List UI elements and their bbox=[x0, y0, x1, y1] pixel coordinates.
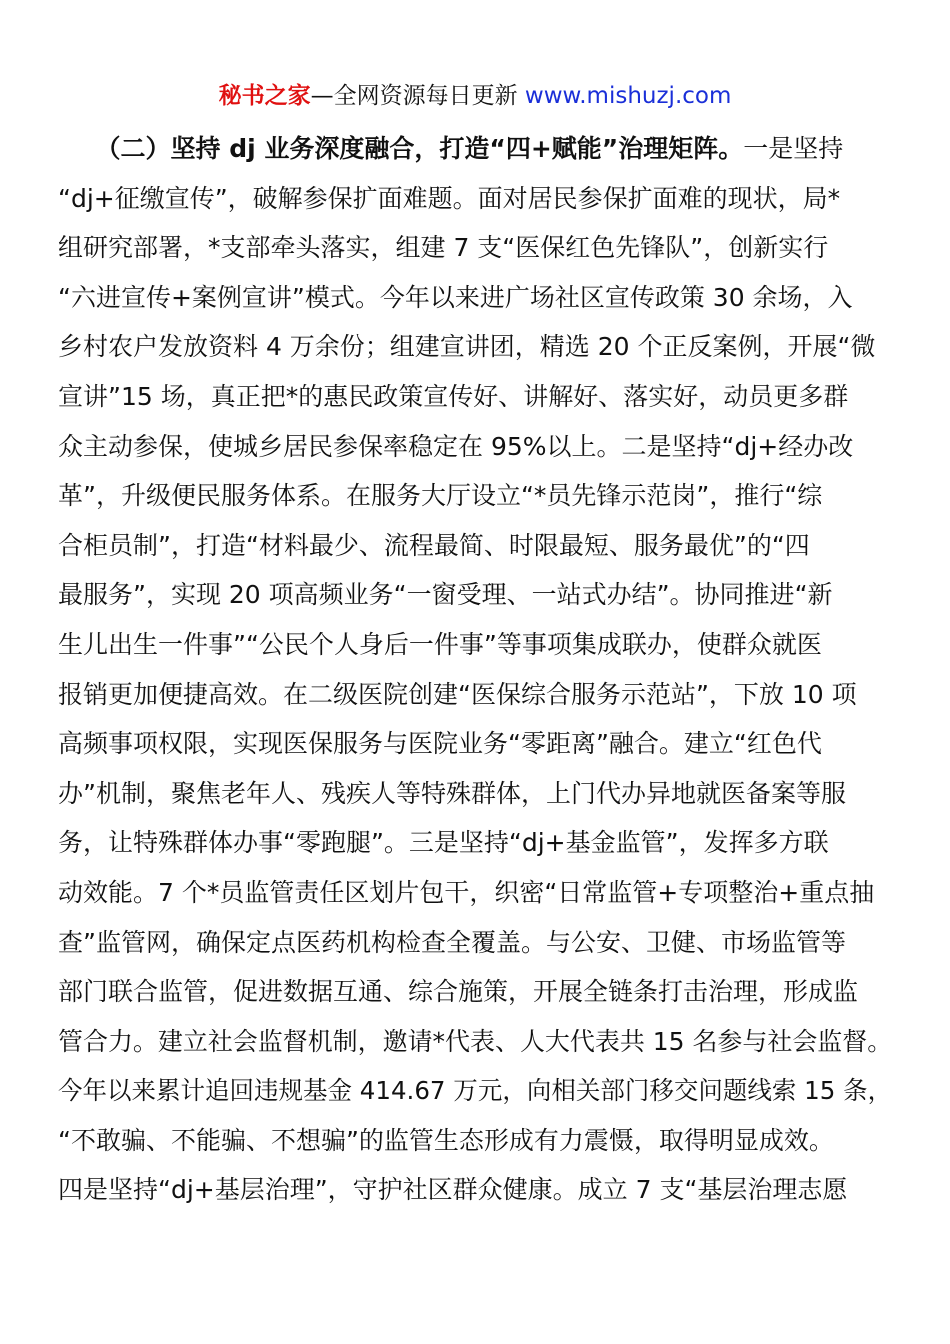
site-header bbox=[0, 80, 950, 112]
text-line: 组研究部署，*支部牵头落实，组建 7 支“医保红色先锋队”，创新实行 bbox=[58, 233, 829, 263]
text-line: 动效能。7 个*员监管责任区划片包干，织密“日常监管+专项整治+重点抽 bbox=[58, 877, 875, 907]
site-url-link[interactable]: www.mishuzj.com bbox=[524, 83, 732, 109]
text-line: 乡村农户发放资料 4 万余份；组建宣讲团，精选 20 个正反案例，开展“微 bbox=[58, 332, 876, 362]
text-line: 务，让特殊群体办事“零跑腿”。三是坚持“dj+基金监管”，发挥多方联 bbox=[58, 828, 829, 858]
text-fragment: 一是坚持 bbox=[743, 134, 844, 163]
text-line: 革”，升级便民服务体系。在服务大厅设立“*员先锋示范岗”，推行“综 bbox=[58, 481, 823, 511]
text-line: “六进宣传+案例宣讲”模式。今年以来进广场社区宣传政策 30 余场，入 bbox=[58, 282, 853, 312]
text-line: 宣讲”15 场，真正把*的惠民政策宣传好、讲解好、落实好，动员更多群 bbox=[58, 381, 849, 411]
text-line: 管合力。建立社会监督机制，邀请*代表、人大代表共 15 名参与社会监督。 bbox=[58, 1026, 893, 1056]
text-line: 生儿出生一件事”“公民个人身后一件事”等事项集成联办，使群众就医 bbox=[58, 629, 822, 659]
text-line: “不敢骗、不能骗、不想骗”的监管生态形成有力震慑，取得明显成效。 bbox=[58, 1125, 834, 1155]
text-line: 查”监管网，确保定点医药机构检查全覆盖。与公安、卫健、市场监管等 bbox=[58, 927, 846, 957]
document-body bbox=[58, 124, 892, 1215]
text-line: “dj+征缴宣传”，破解参保扩面难题。面对居民参保扩面难的现状，局* bbox=[58, 183, 841, 213]
section-heading: （二）坚持 dj 业务深度融合，打造“四+赋能”治理矩阵。 bbox=[108, 134, 744, 163]
site-brand: 秘书之家 bbox=[218, 83, 311, 109]
text-line: 报销更加便捷高效。在二级医院创建“医保综合服务示范站”，下放 10 项 bbox=[58, 679, 857, 709]
text-line: 四是坚持“dj+基层治理”，守护社区群众健康。成立 7 支“基层治理志愿 bbox=[58, 1175, 848, 1205]
text-line: 合柜员制”，打造“材料最少、流程最简、时限最短、服务最优”的“四 bbox=[58, 530, 810, 560]
text-line: 高频事项权限，实现医保服务与医院业务“零距离”融合。建立“红色代 bbox=[58, 729, 822, 759]
text-line: 今年以来累计追回违规基金 414.67 万元，向相关部门移交问题线索 15 条， bbox=[58, 1076, 893, 1106]
text-line: 众主动参保，使城乡居民参保率稳定在 95%以上。二是坚持“dj+经办改 bbox=[58, 431, 854, 461]
text-line: 部门联合监管，促进数据互通、综合施策，开展全链条打击治理，形成监 bbox=[58, 977, 859, 1007]
site-tagline: —全网资源每日更新 bbox=[310, 83, 525, 109]
text-line: 最服务”，实现 20 项高频业务“一窗受理、一站式办结”。协同推进“新 bbox=[58, 580, 833, 610]
paragraph-first-line bbox=[58, 124, 892, 174]
text-line: 办”机制，聚焦老年人、残疾人等特殊群体，上门代办异地就医备案等服 bbox=[58, 778, 846, 808]
